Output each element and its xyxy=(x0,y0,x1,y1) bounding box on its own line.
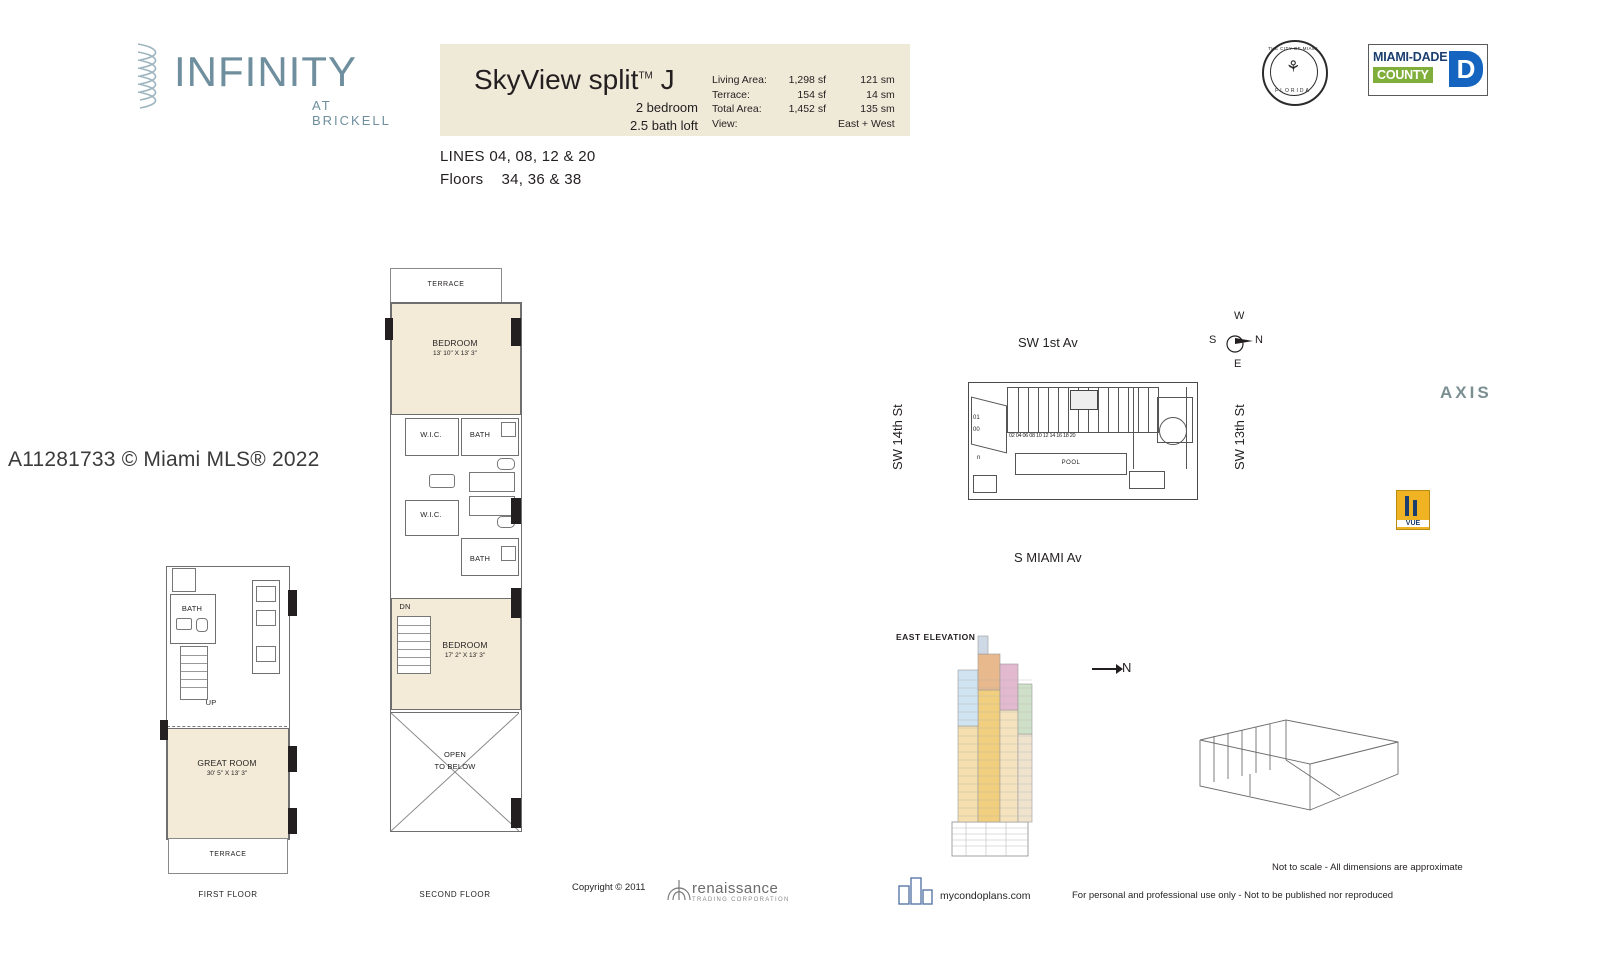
pool-area xyxy=(1015,453,1127,475)
east-elevation-label: EAST ELEVATION xyxy=(896,632,976,642)
spec-metric: East + West xyxy=(838,117,895,130)
miami-dade-d-mark: D xyxy=(1449,51,1483,87)
miami-dade-county-logo xyxy=(1368,44,1488,96)
loft-edge xyxy=(167,726,287,727)
renaissance-mark-icon xyxy=(664,874,694,904)
west-wing xyxy=(971,397,1007,454)
palm-icon: ⚘ xyxy=(1286,59,1301,76)
table-row xyxy=(712,74,895,89)
table-row xyxy=(712,89,895,104)
building-footprint xyxy=(968,382,1198,500)
mycondoplans-link[interactable]: mycondoplans.com xyxy=(940,890,1031,902)
open-to-below-hatch xyxy=(391,713,519,831)
east-elevation-diagram xyxy=(896,630,1096,860)
plan-tm: TM xyxy=(638,70,653,82)
second-floor-stair xyxy=(397,616,431,674)
compass-s-label: S xyxy=(1209,334,1217,346)
city-of-miami-seal xyxy=(1262,40,1326,104)
tub-icon xyxy=(176,618,192,630)
tub-icon xyxy=(429,474,455,488)
first-floor-stair xyxy=(180,646,208,700)
toilet-icon xyxy=(196,618,208,632)
spec-label: Total Area: xyxy=(712,103,762,115)
bath-2-label: BATH xyxy=(469,554,491,563)
great-room-area xyxy=(167,728,289,840)
pool-label: POOL xyxy=(1061,460,1081,466)
compass-needle-icon xyxy=(1223,330,1257,360)
wic-2-label: W.I.C. xyxy=(420,510,442,519)
spec-label: Terrace: xyxy=(712,88,750,101)
plan-letter: J xyxy=(660,64,675,95)
compass-w-label: W xyxy=(1234,310,1245,322)
compass-n-label: N xyxy=(1255,334,1263,346)
bath-1-label: BATH xyxy=(469,430,491,439)
up-label: UP xyxy=(205,698,217,707)
terrace-label: TERRACE xyxy=(427,281,465,288)
plan-title-band xyxy=(440,44,910,136)
unit-00-label: 00 xyxy=(973,427,980,433)
core-block xyxy=(1070,390,1098,410)
floors-row xyxy=(440,171,582,188)
building-icon xyxy=(896,874,936,906)
tower-elevation-svg xyxy=(896,630,1096,860)
bedroom-2-dim: 17' 2" X 13' 3" xyxy=(444,652,486,659)
north-arrow-icon xyxy=(1092,668,1118,670)
compass-e-label: E xyxy=(1234,358,1242,370)
vanity-icon xyxy=(469,496,515,516)
site-block-sw xyxy=(973,475,997,493)
logo-subtitle: AT BRICKELL xyxy=(312,98,391,128)
shower-icon xyxy=(501,546,516,561)
compass-rose xyxy=(1205,310,1275,380)
dn-label: DN xyxy=(399,602,411,611)
spec-value xyxy=(774,118,838,133)
seal-bottom-text: FLORIDA xyxy=(1275,88,1311,94)
seal-top-text: THE CITY OF MIAMI xyxy=(1268,46,1318,51)
entry-closet xyxy=(172,568,196,592)
north-label: N xyxy=(1122,660,1132,675)
kitchen-sink-icon xyxy=(256,646,276,662)
vanity-icon xyxy=(469,472,515,492)
spec-label: View: xyxy=(712,117,738,130)
terrace-label: TERRACE xyxy=(209,851,247,858)
north-arrow xyxy=(1092,660,1131,675)
personal-use-note: For personal and professional use only - Not to be published nor reproduced xyxy=(1072,890,1394,901)
table-row xyxy=(712,103,895,118)
renaissance-logo xyxy=(680,872,820,908)
renaissance-subtitle: TRADING CORPORATION xyxy=(692,897,790,903)
lines-label: LINES 04, 08, 12 & 20 xyxy=(440,148,596,165)
open-to-below-area xyxy=(391,712,519,831)
miami-dade-line2: COUNTY xyxy=(1373,67,1433,83)
spec-label: Living Area: xyxy=(712,74,767,86)
street-label-sw-13th-st: SW 13th St xyxy=(1232,404,1247,470)
second-floor-terrace xyxy=(390,268,502,304)
street-label-sw-14th-st: SW 14th St xyxy=(890,404,905,470)
axis-building-label: AXIS xyxy=(1440,383,1492,402)
bedroom-1-label: BEDROOM xyxy=(432,338,478,348)
floors-label: Floors xyxy=(440,171,484,188)
spec-value: 1,452 sf xyxy=(788,103,826,115)
great-room-label: GREAT ROOM xyxy=(197,758,257,768)
open-to-below-line1: OPEN xyxy=(443,750,467,759)
infinity-logo xyxy=(132,40,391,130)
mycondoplans-icon xyxy=(896,874,936,906)
kitchen-appliance-icon xyxy=(256,586,276,602)
not-to-scale-note: Not to scale - All dimensions are approximate xyxy=(1272,862,1463,873)
second-floor-caption: SECOND FLOOR xyxy=(419,890,491,899)
bath-count: 2.5 bath loft xyxy=(630,118,698,133)
second-floor-plan xyxy=(385,268,535,899)
kitchen-cooktop-icon xyxy=(256,610,276,626)
vue-label: VUE xyxy=(1397,520,1429,527)
specs-table xyxy=(712,74,895,132)
mls-watermark: A11281733 © Miami MLS® 2022 xyxy=(8,448,320,471)
bath-label: BATH xyxy=(181,604,203,613)
shower-icon xyxy=(501,422,516,437)
page-title xyxy=(474,64,675,96)
spec-metric: 14 sm xyxy=(866,88,895,101)
infinity-logo-mark xyxy=(132,40,174,112)
logo-wordmark: INFINITY xyxy=(174,48,357,95)
first-floor-terrace xyxy=(168,838,288,874)
unit-numbers: 02 04 06 08 10 12 14 16 18 20 xyxy=(1009,433,1076,439)
street-label-s-miami-av: S MIAMI Av xyxy=(1014,550,1082,565)
plan-name: SkyView split xyxy=(474,64,639,95)
bedroom-1-dim: 13' 10" X 13' 3" xyxy=(433,350,477,357)
unit-01-label: 01 xyxy=(973,415,980,421)
toilet-icon xyxy=(497,458,515,470)
miami-dade-line1: MIAMI-DADE xyxy=(1373,50,1448,64)
bedroom-2-label: BEDROOM xyxy=(442,640,488,650)
open-to-below-line2: TO BELOW xyxy=(434,762,476,771)
bedroom-1-area xyxy=(391,303,521,415)
table-row xyxy=(712,118,895,133)
north-arrow-small: n xyxy=(977,455,981,461)
site-block-se xyxy=(1129,471,1165,489)
bedroom-count: 2 bedroom xyxy=(635,100,698,115)
first-floor-caption: FIRST FLOOR xyxy=(198,890,258,899)
renaissance-name: renaissance xyxy=(692,880,779,897)
floors-value: 34, 36 & 38 xyxy=(501,171,582,188)
vue-building-logo xyxy=(1396,490,1430,530)
great-room-dim: 30' 5" X 13' 3" xyxy=(206,770,248,777)
massing-svg xyxy=(1190,712,1410,822)
first-floor-plan xyxy=(160,560,310,899)
street-top-text: SW 1st Av xyxy=(1018,335,1078,350)
spec-metric: 121 sm xyxy=(860,74,895,86)
spec-value: 154 sf xyxy=(797,88,826,101)
spec-metric: 135 sm xyxy=(860,103,895,115)
unit-3d-massing xyxy=(1190,712,1410,822)
copyright-text: Copyright © 2011 xyxy=(572,882,646,893)
spec-value: 1,298 sf xyxy=(788,74,826,86)
wic-1-label: W.I.C. xyxy=(420,430,442,439)
site-driveway xyxy=(1133,387,1187,469)
